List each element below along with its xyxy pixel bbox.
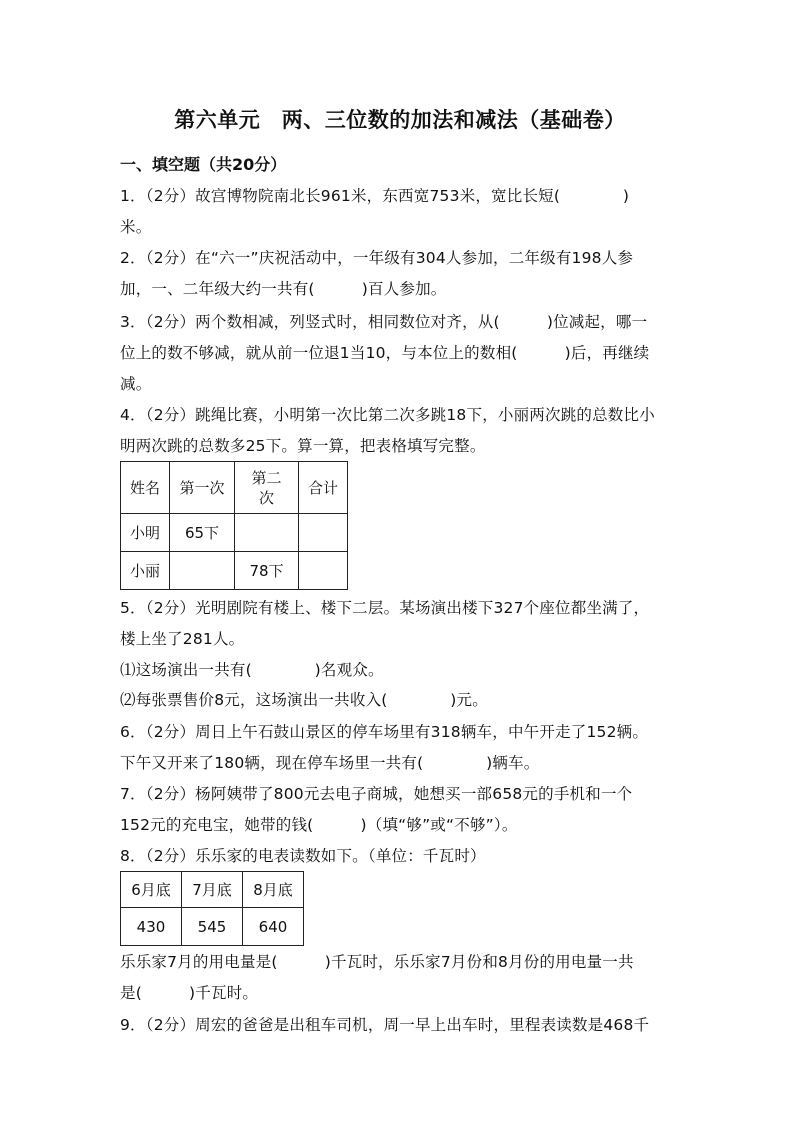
table-header-cell: 8月底 <box>243 872 304 908</box>
question-1-line-1: 1．（2分）故宫博物院南北长961米，东西宽753米，宽比长短( ) <box>120 187 630 205</box>
table-cell <box>170 552 235 590</box>
question-8-line-3: 是( )千瓦时。 <box>120 984 259 1002</box>
question-3-line-1: 3．（2分）两个数相减，列竖式时，相同数位对齐，从( )位减起，哪一 <box>120 313 648 331</box>
question-8-line-2: 乐乐家7月的用电量是( )千瓦时，乐乐家7月份和8月份的用电量一共 <box>120 953 634 971</box>
question-4-line-2: 明两次跳的总数多25下。算一算，把表格填写完整。 <box>120 437 486 455</box>
question-2-line-2: 加，一、二年级大约一共有( )百人参加。 <box>120 280 447 298</box>
question-2-line-1: 2．（2分）在“六一”庆祝活动中，一年级有304人参加，二年级有198人参 <box>120 249 634 267</box>
table-header-second-line-2: 次 <box>258 488 274 507</box>
table-header-cell: 合计 <box>299 462 348 514</box>
table-cell: 小丽 <box>121 552 170 590</box>
question-1-line-2: 米。 <box>120 218 152 236</box>
table-cell: 78下 <box>235 552 299 590</box>
question-5-sub-2: ⑵每张票售价8元，这场演出一共收入( )元。 <box>120 691 488 709</box>
table-cell <box>299 514 348 552</box>
question-6-line-2: 下午又开来了180辆，现在停车场里一共有( )辆车。 <box>120 754 540 772</box>
question-5-line-1: 5．（2分）光明剧院有楼上、楼下二层。某场演出楼下327个座位都坐满了， <box>120 599 650 617</box>
page-title: 第六单元 两、三位数的加法和减法（基础卷） <box>174 108 626 132</box>
section-heading-fill-in: 一、填空题（共20分） <box>120 155 287 174</box>
meter-reading-table <box>120 871 304 946</box>
table-header-second-line-1: 第二 <box>251 468 282 487</box>
question-8-line-1: 8．（2分）乐乐家的电表读数如下。（单位：千瓦时） <box>120 847 486 865</box>
table-header-cell: 7月底 <box>182 872 243 908</box>
question-5-line-2: 楼上坐了281人。 <box>120 630 245 648</box>
table-cell: 545 <box>182 908 243 946</box>
question-3-line-2: 位上的数不够减，就从前一位退1当10，与本位上的数相( )后，再继续 <box>120 344 650 362</box>
table-cell: 65下 <box>170 514 235 552</box>
table-header-cell: 姓名 <box>121 462 170 514</box>
question-6-line-1: 6．（2分）周日上午石鼓山景区的停车场里有318辆车，中午开走了152辆。 <box>120 723 649 741</box>
table-cell: 小明 <box>121 514 170 552</box>
table-header-cell: 6月底 <box>121 872 182 908</box>
question-4-line-1: 4．（2分）跳绳比赛，小明第一次比第二次多跳18下，小丽两次跳的总数比小 <box>120 406 655 424</box>
question-7-line-1: 7．（2分）杨阿姨带了800元去电子商城，她想买一部658元的手机和一个 <box>120 785 633 803</box>
question-3-line-3: 减。 <box>120 375 152 393</box>
question-5-sub-1: ⑴这场演出一共有( )名观众。 <box>120 661 384 679</box>
table-header-cell: 第一次 <box>170 462 235 514</box>
question-9-line-1: 9．（2分）周宏的爸爸是出租车司机，周一早上出车时，里程表读数是468千 <box>120 1016 650 1034</box>
table-cell: 430 <box>121 908 182 946</box>
question-7-line-2: 152元的充电宝，她带的钱( )（填“够”或“不够”）。 <box>120 816 518 834</box>
table-header-cell <box>235 462 299 514</box>
table-cell: 640 <box>243 908 304 946</box>
jump-rope-table <box>120 461 348 590</box>
table-cell <box>235 514 299 552</box>
table-cell <box>299 552 348 590</box>
